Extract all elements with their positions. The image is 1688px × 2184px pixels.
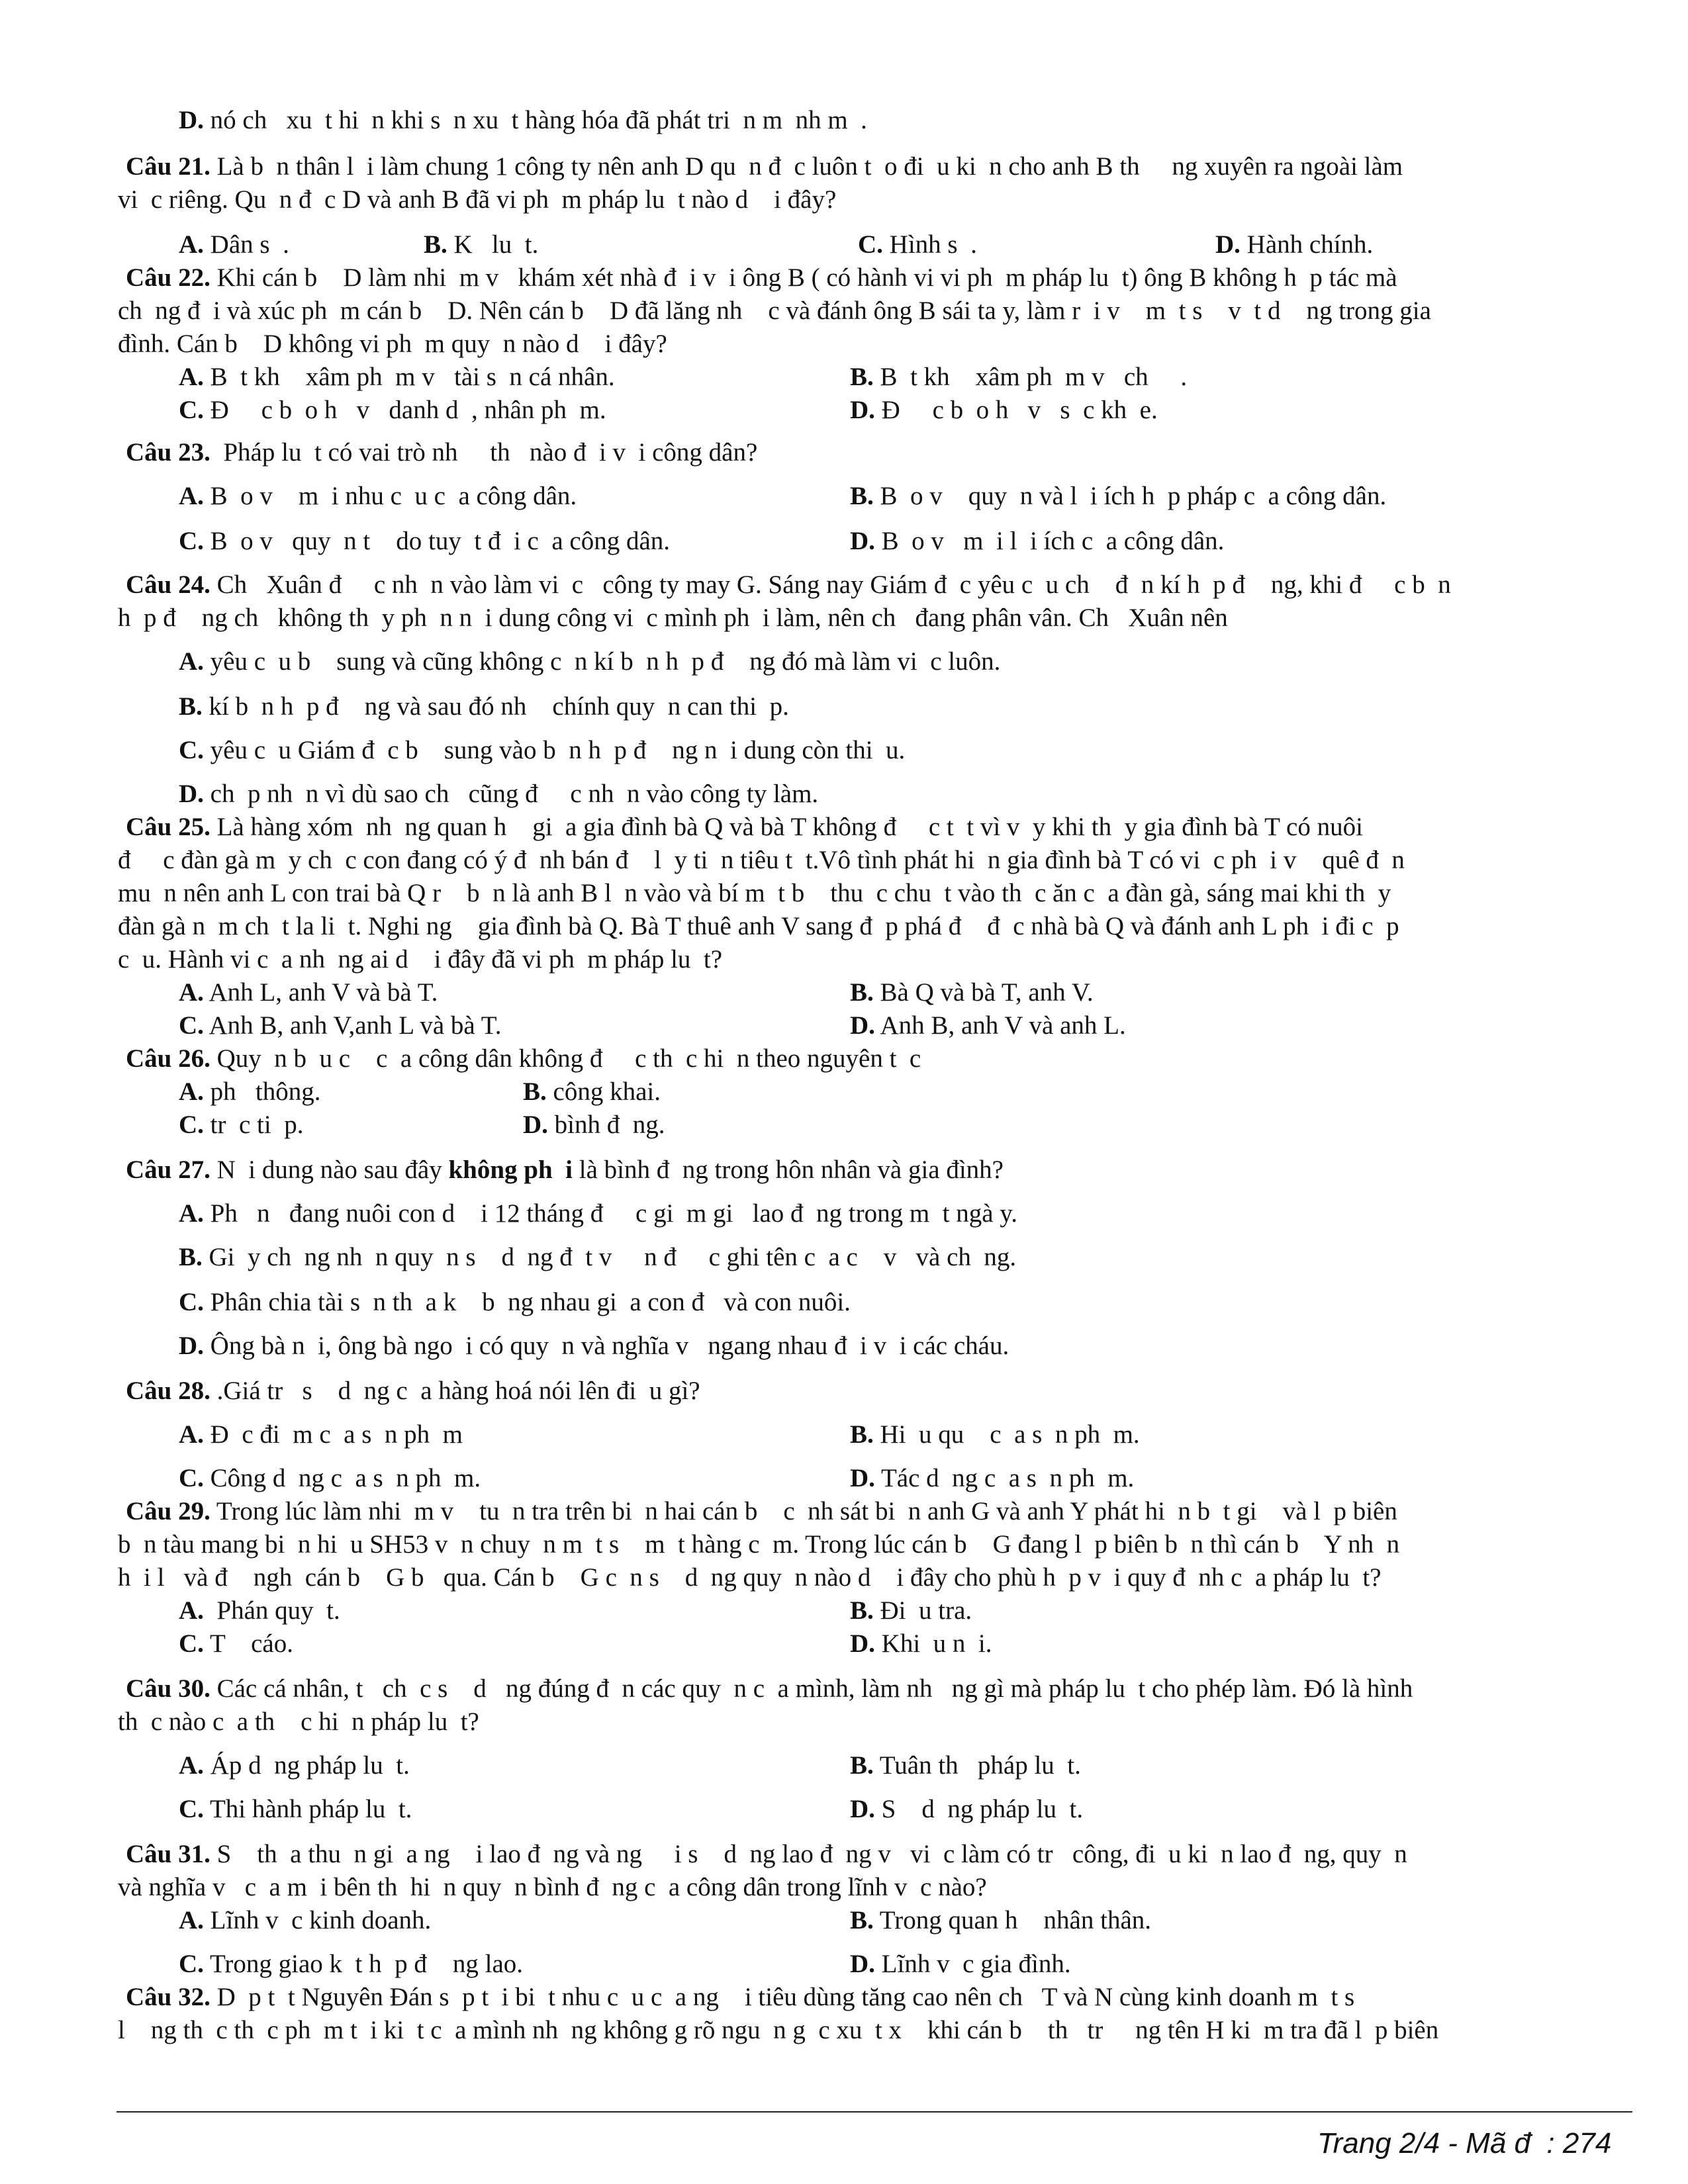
line-label: A. <box>179 647 204 676</box>
line-text: Lĩnh v c gia đình. <box>874 1950 1071 1978</box>
answer-option <box>1215 229 1373 261</box>
line-text: B o v m i l i ích c a công dân. <box>874 527 1225 555</box>
question-line <box>126 151 1403 183</box>
line-text: th c nào c a th c hi n pháp lu t? <box>118 1707 479 1736</box>
line-text: Gi y ch ng nh n quy n s d ng đ t v n đ c ghi tên c a c v và ch ng. <box>202 1243 1017 1271</box>
line-label: Câu 22. <box>126 263 211 292</box>
line-label: Câu 30. <box>126 1674 211 1703</box>
line-text: Phán quy t. <box>203 1596 340 1625</box>
line-text: Thi hành pháp lu t. <box>203 1795 412 1823</box>
line-label: B. <box>850 1751 874 1780</box>
answer-option <box>850 1595 972 1627</box>
line-text: bình đ ng. <box>547 1111 665 1139</box>
line-text: K lu t. <box>447 230 539 259</box>
line-label: B. <box>850 1596 874 1625</box>
text-line <box>118 878 1391 909</box>
line-text: Trong quan h nhân thân. <box>873 1906 1152 1934</box>
answer-option <box>179 361 615 393</box>
answer-option <box>850 1010 1126 1042</box>
line-text: Ph n đang nuôi con d i 12 tháng đ c gi m gi lao đ ng trong m t ngà y. <box>203 1199 1018 1228</box>
answer-option <box>850 361 1187 393</box>
line-label: D. <box>1215 230 1241 259</box>
line-label: D. <box>179 780 204 808</box>
text-line <box>118 944 722 976</box>
line-label: D. <box>850 1795 875 1823</box>
line-text: Đ c đi m c a s n ph m <box>203 1420 463 1449</box>
line-label: A. <box>179 1751 204 1780</box>
line-label: C. <box>179 1288 204 1316</box>
answer-option <box>850 525 1224 557</box>
line-text: Đ c b o h v danh d , nhân ph m. <box>203 396 606 424</box>
line-label: B. <box>850 1420 874 1449</box>
answer-option <box>850 1463 1134 1494</box>
text-line <box>118 844 1405 876</box>
text-line <box>118 602 1228 634</box>
line-text: Quy n b u c c a công dân không đ c th c hi n theo nguyên t c <box>210 1044 921 1073</box>
line-label: B. <box>523 1077 547 1106</box>
line-text: Hình s . <box>882 230 977 259</box>
answer-option <box>179 646 1000 678</box>
line-text: Trong giao k t h p đ ng lao. <box>203 1950 524 1978</box>
question-line <box>126 811 1363 843</box>
line-label: D. <box>179 1332 204 1360</box>
text-line <box>118 1706 479 1738</box>
answer-option <box>179 1109 303 1141</box>
line-label: C. <box>179 396 204 424</box>
line-label: C. <box>179 1795 204 1823</box>
line-text: tr c ti p. <box>203 1111 304 1139</box>
line-text: yêu c u Giám đ c b sung vào b n h p đ ng n i dung còn thi u. <box>203 736 906 764</box>
line-text: ch ng đ i và xúc ph m cán b D. Nên cán b D đã lăng nh c và đánh ông B sái ta y, làm r i v m t s v t d ng trong gia <box>118 296 1431 325</box>
line-text: Là hàng xóm nh ng quan h gi a gia đình bà Q và bà T không đ c t t vì v y khi th y gia đình bà T có nuôi <box>210 813 1363 841</box>
line-text: l ng th c th c ph m t i ki t c a mình nh ng không g rõ ngu n g c xu t x khi cán b th tr ng tên H ki m tra đã l p biên <box>118 2016 1439 2044</box>
line-text: T cáo. <box>203 1629 293 1658</box>
line-text: đàn gà n m ch t la li t. Nghi ng gia đình bà Q. Bà T thuê anh V sang đ p phá đ đ c nhà bà Q và đánh anh L ph i đi c p <box>118 912 1399 940</box>
answer-option <box>179 1463 481 1494</box>
answer-option <box>179 1905 431 1936</box>
answer-option <box>850 977 1094 1009</box>
text-line <box>118 1529 1399 1561</box>
line-text: Bà Q và bà T, anh V. <box>873 978 1094 1007</box>
emphasis-text: không ph i <box>448 1156 573 1184</box>
line-text: Các cá nhân, t ch c s d ng đúng đ n các quy n c a mình, làm nh ng gì mà pháp lu t cho phép làm. Đó là hình <box>210 1674 1413 1703</box>
line-label: D. <box>850 1011 875 1040</box>
line-label: A. <box>179 1906 204 1934</box>
line-label: D. <box>850 1629 875 1658</box>
line-text: B o v quy n và l i ích h p pháp c a công dân. <box>873 482 1387 510</box>
question-line <box>126 437 757 469</box>
line-label: B. <box>179 692 203 721</box>
question-line <box>126 1496 1397 1527</box>
line-text: N i dung nào sau đây <box>210 1156 449 1184</box>
line-text: nó ch xu t hi n khi s n xu t hàng hóa đã phát tri n m nh m . <box>203 106 867 134</box>
line-text: đình. Cán b D không vi ph m quy n nào d i đây? <box>118 330 667 358</box>
answer-option <box>179 735 905 766</box>
line-label: C. <box>179 736 204 764</box>
line-text: và nghĩa v c a m i bên th hi n quy n bình đ ng c a công dân trong lĩnh v c nào? <box>118 1873 987 1901</box>
line-label: Câu 21. <box>126 152 211 181</box>
line-text: ph thông. <box>203 1077 321 1106</box>
answer-option <box>179 1595 340 1627</box>
line-text: ch p nh n vì dù sao ch cũng đ c nh n vào công ty làm. <box>203 780 819 808</box>
line-text: Khi cán b D làm nhi m v khám xét nhà đ i v i ông B ( có hành vi vi ph m pháp lu t) ông B không h p tác mà <box>210 263 1397 292</box>
line-text: Trong lúc làm nhi m v tu n tra trên bi n hai cán b c nh sát bi n anh G và anh Y phát hi n b t gi và l p biên <box>210 1497 1397 1525</box>
line-text: B t kh xâm ph m v tài s n cá nhân. <box>203 363 615 391</box>
line-text: Khi u n i. <box>874 1629 992 1658</box>
answer-option <box>179 1242 1016 1273</box>
line-label: D. <box>850 1950 875 1978</box>
line-label: C. <box>858 230 883 259</box>
answer-option <box>523 1076 661 1108</box>
line-label: B. <box>179 1243 203 1271</box>
question-line <box>126 569 1451 601</box>
line-label: C. <box>179 1950 204 1978</box>
line-text: mu n nên anh L con trai bà Q r b n là anh B l n vào và bí m t b thu c chu t vào th c ăn c a đàn gà, sáng mai khi th y <box>118 879 1391 907</box>
answer-option <box>179 1794 412 1825</box>
answer-option <box>179 778 818 810</box>
line-text: .Giá tr s d ng c a hàng hoá nói lên đi u gì? <box>210 1377 700 1405</box>
line-label: Câu 29. <box>126 1497 211 1525</box>
answer-option <box>179 1198 1017 1230</box>
line-label: A. <box>179 978 204 1007</box>
line-label: Câu 32. <box>126 1983 211 2011</box>
line-label: C. <box>179 1111 204 1139</box>
line-label: A. <box>179 1199 204 1228</box>
line-text: c u. Hành vi c a nh ng ai d i đây đã vi ph m pháp lu t? <box>118 945 723 974</box>
line-label: C. <box>179 1011 204 1040</box>
line-label: D. <box>179 106 204 134</box>
line-text: Ông bà n i, ông bà ngo i có quy n và nghĩa v ngang nhau đ i v i các cháu. <box>203 1332 1009 1360</box>
question-line <box>126 1673 1413 1705</box>
text-line <box>118 295 1431 327</box>
line-label: Câu 26. <box>126 1044 211 1073</box>
text-line <box>118 1872 987 1903</box>
line-text: công khai. <box>546 1077 661 1106</box>
line-label: B. <box>850 978 874 1007</box>
question-line <box>126 1375 700 1407</box>
line-text: Dân s . <box>203 230 289 259</box>
answer-option <box>858 229 977 261</box>
line-text: Anh B, anh V,anh L và bà T. <box>203 1011 502 1040</box>
question-line <box>126 1981 1354 2013</box>
answer-option <box>850 1794 1083 1825</box>
line-text: Tuân th pháp lu t. <box>873 1751 1081 1780</box>
page-footer: Trang 2/4 - Mã đ : 274 <box>1317 2127 1612 2160</box>
question-line <box>126 1154 1004 1186</box>
footer-rule <box>117 2111 1632 2113</box>
answer-option <box>179 525 670 557</box>
text-line <box>118 2015 1438 2046</box>
line-text: B o v quy n t do tuy t đ i c a công dân. <box>203 527 671 555</box>
line-text: Áp d ng pháp lu t. <box>203 1751 410 1780</box>
line-label: A. <box>179 1420 204 1449</box>
line-label: A. <box>179 1596 204 1625</box>
text-line <box>118 911 1399 942</box>
line-text: là bình đ ng trong hôn nhân và gia đình? <box>573 1156 1004 1184</box>
line-label: B. <box>850 363 874 391</box>
question-line <box>126 262 1397 294</box>
text-line <box>118 1562 1382 1594</box>
answer-option <box>850 1628 992 1660</box>
line-text: Hi u qu c a s n ph m. <box>873 1420 1140 1449</box>
line-text: Đi u tra. <box>873 1596 972 1625</box>
line-text: B o v m i nhu c u c a công dân. <box>203 482 577 510</box>
line-text: S th a thu n gi a ng i lao đ ng và ng i s d ng lao đ ng v vi c làm có tr công, đi u ki n lao đ ng, quy n <box>210 1840 1407 1868</box>
line-label: D. <box>523 1111 548 1139</box>
answer-option <box>179 105 867 136</box>
line-text: yêu c u b sung và cũng không c n kí b n h p đ ng đó mà làm vi c luôn. <box>203 647 1001 676</box>
line-text: h i l và đ ngh cán b G b qua. Cán b G c n s d ng quy n nào d i đây cho phù h p v i quy đ nh c a pháp lu t? <box>118 1563 1382 1592</box>
line-text: Công d ng c a s n ph m. <box>203 1464 481 1492</box>
line-label: D. <box>850 527 875 555</box>
line-label: B. <box>850 1906 874 1934</box>
line-text: B t kh xâm ph m v ch . <box>873 363 1188 391</box>
line-text: Anh L, anh V và bà T. <box>203 978 438 1007</box>
line-text: Là b n thân l i làm chung 1 công ty nên anh D qu n đ c luôn t o đi u ki n cho anh B th ng xuyên ra ngoài làm <box>210 152 1403 181</box>
line-text: Hành chính. <box>1240 230 1374 259</box>
answer-option <box>850 1905 1151 1936</box>
answer-option <box>179 1750 410 1782</box>
line-label: Câu 24. <box>126 570 211 599</box>
text-line <box>118 328 667 360</box>
line-text: Ch Xuân đ c nh n vào làm vi c công ty may G. Sáng nay Giám đ c yêu c u ch đ n kí h p đ ng, khi đ c b n <box>210 570 1451 599</box>
line-text: D p t t Nguyên Đán s p t i bi t nhu c u c a ng i tiêu dùng tăng cao nên ch T và N cùng kinh doanh m t s <box>210 1983 1355 2011</box>
line-text: Anh B, anh V và anh L. <box>874 1011 1126 1040</box>
line-label: Câu 31. <box>126 1840 211 1868</box>
line-label: B. <box>850 482 874 510</box>
line-text: h p đ ng ch không th y ph n n i dung công vi c mình ph i làm, nên ch đang phân vân. Ch Xuân nên <box>118 604 1228 632</box>
line-label: D. <box>850 396 875 424</box>
answer-option <box>179 1948 523 1980</box>
answer-option <box>179 1330 1009 1362</box>
answer-option <box>850 480 1386 512</box>
question-line <box>126 1839 1407 1870</box>
answer-option <box>424 229 538 261</box>
line-label: C. <box>179 527 204 555</box>
text-line <box>118 184 836 216</box>
line-label: A. <box>179 230 204 259</box>
answer-option <box>179 1010 501 1042</box>
answer-option <box>179 691 789 723</box>
line-text: Lĩnh v c kinh doanh. <box>203 1906 432 1934</box>
line-label: Câu 25. <box>126 813 211 841</box>
line-text: S d ng pháp lu t. <box>874 1795 1084 1823</box>
line-label: Câu 27. <box>126 1156 211 1184</box>
answer-option <box>523 1109 665 1141</box>
line-label: B. <box>424 230 447 259</box>
answer-option <box>850 1750 1081 1782</box>
line-label: A. <box>179 482 204 510</box>
question-line <box>126 1043 921 1075</box>
line-label: Câu 28. <box>126 1377 211 1405</box>
answer-option <box>179 1628 293 1660</box>
answer-option <box>179 1076 321 1108</box>
answer-option <box>850 1419 1140 1451</box>
line-text: Phân chia tài s n th a k b ng nhau gi a con đ và con nuôi. <box>203 1288 851 1316</box>
line-label: D. <box>850 1464 875 1492</box>
answer-option <box>850 1948 1071 1980</box>
line-text: Pháp lu t có vai trò nh th nào đ i v i công dân? <box>210 438 758 467</box>
answer-option <box>179 229 289 261</box>
answer-option <box>179 1419 463 1451</box>
line-label: A. <box>179 363 204 391</box>
line-label: C. <box>179 1464 204 1492</box>
line-text: b n tàu mang bi n hi u SH53 v n chuy n m t s m t hàng c m. Trong lúc cán b G đang l p biên b n thì cán b Y nh n <box>118 1530 1400 1559</box>
answer-option <box>179 480 577 512</box>
line-label: C. <box>179 1629 204 1658</box>
line-text: Tác d ng c a s n ph m. <box>874 1464 1135 1492</box>
line-label: A. <box>179 1077 204 1106</box>
answer-option <box>179 1287 851 1318</box>
answer-option <box>179 394 606 426</box>
answer-option <box>850 394 1158 426</box>
line-text: Đ c b o h v s c kh e. <box>874 396 1158 424</box>
line-text: kí b n h p đ ng và sau đó nh chính quy n can thi p. <box>202 692 789 721</box>
line-text: đ c đàn gà m y ch c con đang có ý đ nh bán đ l y ti n tiêu t t.Vô tình phát hi n gia đình bà T có vi c ph i v quê đ n <box>118 846 1405 874</box>
answer-option <box>179 977 438 1009</box>
line-label: Câu 23. <box>126 438 211 467</box>
line-text: vi c riêng. Qu n đ c D và anh B đã vi ph m pháp lu t nào d i đây? <box>118 185 837 214</box>
